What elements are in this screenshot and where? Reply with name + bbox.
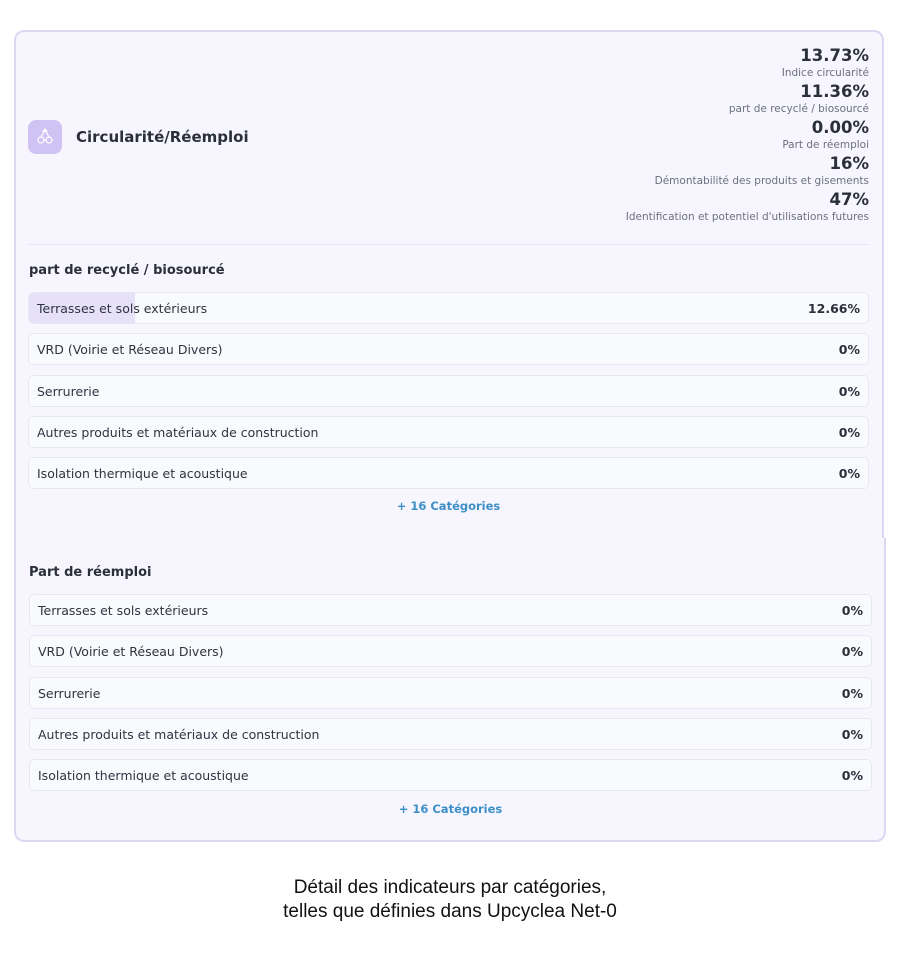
metric-label: Identification et potentiel d'utilisations futures xyxy=(625,211,869,223)
header-divider xyxy=(28,244,869,245)
category-value: 0% xyxy=(841,644,863,660)
category-row[interactable] xyxy=(29,718,872,750)
metrics-summary xyxy=(626,46,869,226)
category-value: 0% xyxy=(838,424,860,440)
category-row[interactable] xyxy=(28,457,869,489)
section-title-recycled: part de recyclé / biosourcé xyxy=(29,263,225,278)
metric-value: 47% xyxy=(829,190,869,209)
category-row[interactable] xyxy=(29,594,872,626)
metric-label: Démontabilité des produits et gisements xyxy=(654,175,869,187)
category-label: Terrasses et sols extérieurs xyxy=(38,603,209,618)
caption-line: Détail des indicateurs par catégories, xyxy=(293,877,607,898)
category-row[interactable] xyxy=(29,759,872,791)
category-label: Autres produits et matériaux de construction xyxy=(37,424,319,440)
show-more-categories-link[interactable]: + 16 Catégories xyxy=(396,499,501,513)
metric-value: 11.36% xyxy=(800,82,869,101)
card-header xyxy=(28,44,869,234)
figure-caption xyxy=(0,876,900,924)
show-more-categories-link[interactable]: + 16 Catégories xyxy=(398,802,503,816)
recycle-icon xyxy=(28,120,62,154)
metric-value: 13.73% xyxy=(800,46,869,65)
caption-line: telles que définies dans Upcyclea Net-0 xyxy=(283,901,617,922)
category-label: Terrasses et sols extérieurs xyxy=(37,301,208,316)
reuse-category-list xyxy=(29,594,872,800)
category-row[interactable] xyxy=(29,677,872,709)
metric-label: Indice circularité xyxy=(781,67,869,79)
metric-value: 16% xyxy=(829,154,869,173)
category-row[interactable] xyxy=(28,292,869,324)
category-label: VRD (Voirie et Réseau Divers) xyxy=(38,644,224,660)
category-value: 12.66% xyxy=(807,301,860,316)
card-title: Circularité/Réemploi xyxy=(76,128,249,146)
category-row[interactable] xyxy=(28,375,869,407)
category-value: 0% xyxy=(841,685,863,701)
category-label: Isolation thermique et acoustique xyxy=(37,466,248,482)
category-value: 0% xyxy=(841,726,863,742)
category-value: 0% xyxy=(838,342,860,358)
category-label: Isolation thermique et acoustique xyxy=(38,768,249,784)
section-title-reuse: Part de réemploi xyxy=(29,565,152,580)
category-label: VRD (Voirie et Réseau Divers) xyxy=(37,342,223,358)
category-label: Autres produits et matériaux de construction xyxy=(38,726,320,742)
metric-label: part de recyclé / biosourcé xyxy=(728,103,869,115)
metric-label: Part de réemploi xyxy=(782,139,869,151)
metric-value: 0.00% xyxy=(811,118,869,137)
category-label: Serrurerie xyxy=(38,685,101,701)
category-row[interactable] xyxy=(29,635,872,667)
category-row[interactable] xyxy=(28,416,869,448)
category-row[interactable] xyxy=(28,333,869,365)
category-value: 0% xyxy=(841,768,863,784)
recycled-category-list xyxy=(28,292,869,498)
category-value: 0% xyxy=(838,383,860,399)
category-value: 0% xyxy=(838,466,860,482)
category-value: 0% xyxy=(841,603,863,618)
category-label: Serrurerie xyxy=(37,383,100,399)
